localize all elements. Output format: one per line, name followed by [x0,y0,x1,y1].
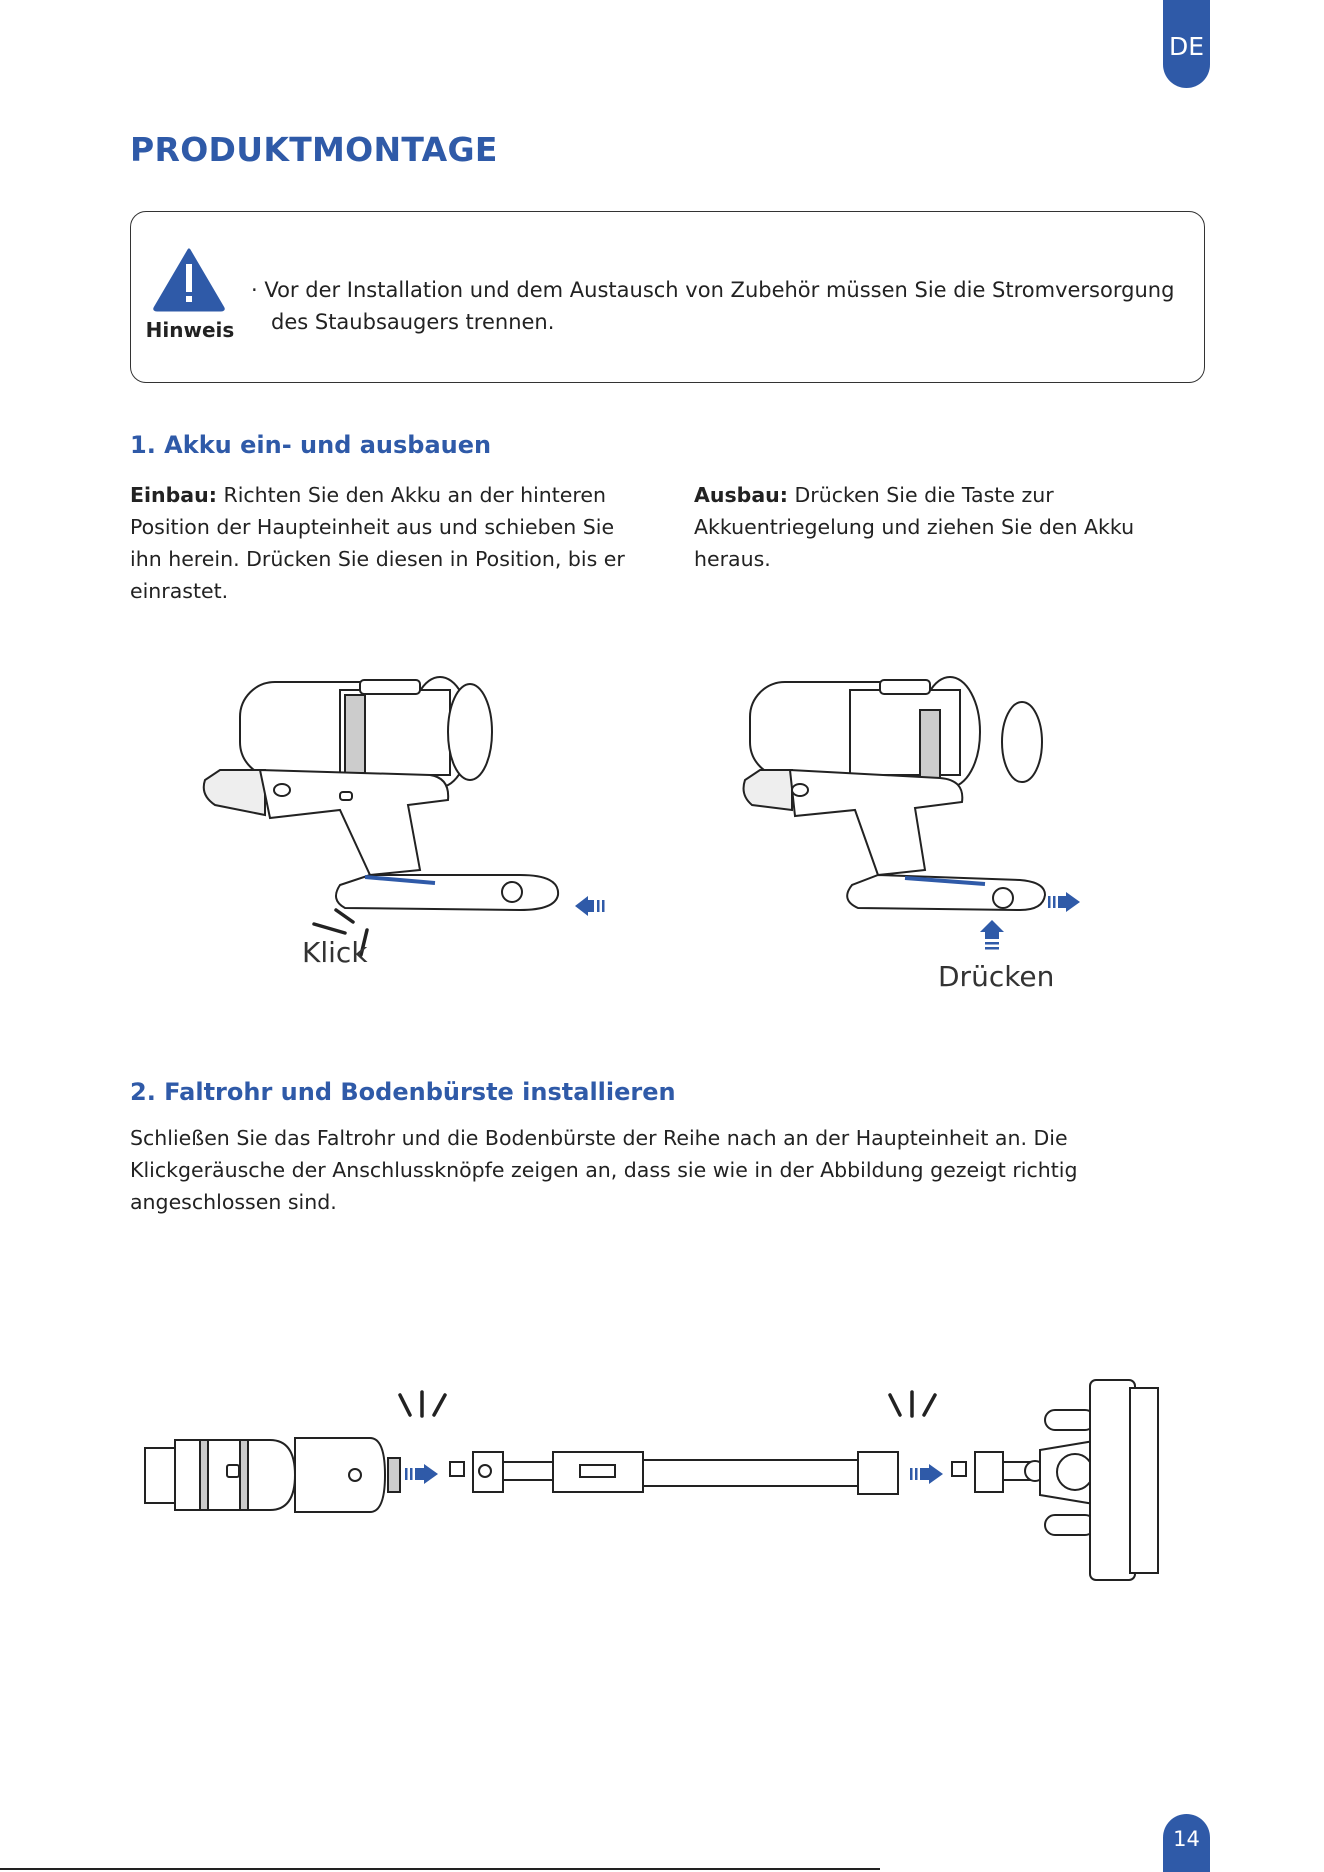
bottom-rule [0,1868,880,1870]
remove-paragraph [694,479,1154,575]
battery-install-figure [190,670,630,970]
install-paragraph [130,479,630,607]
language-tab: DE [1163,0,1210,88]
arrow-right-icon [1048,892,1080,912]
arrow-left-icon [575,896,605,916]
arrow-up-icon [980,920,1004,950]
remove-text: Drücken Sie die Taste zur Akkuentriegelung und ziehen Sie den Akku heraus. [694,483,1135,571]
install-text: Richten Sie den Akku an der hinteren Position der Haupteinheit aus und schieben Sie ihn herein. Drücken Sie diesen in Position, bis er einrastet. [130,483,625,603]
note-box [130,211,1205,383]
click-label: Klick [302,936,368,969]
remove-label: Ausbau: [694,483,788,507]
arrow-right-icon [405,1464,438,1484]
install-label: Einbau: [130,483,217,507]
warning-icon [153,246,225,312]
page-number: 14 [1163,1814,1210,1872]
battery-remove-figure [740,670,1160,970]
note-label: Hinweis [145,318,235,342]
arrow-right-icon [910,1464,943,1484]
press-label: Drücken [938,960,1055,993]
note-line-1: · Vor der Installation und dem Austausch von Zubehör müssen Sie die Stromversorgung [251,278,1175,302]
tube-assembly-figure [140,1370,1190,1610]
section2-heading: 2. Faltrohr und Bodenbürste installieren [130,1078,676,1106]
page-title: PRODUKTMONTAGE [130,130,498,169]
section2-paragraph: Schließen Sie das Faltrohr und die Bodenbürste der Reihe nach an der Haupteinheit an. Die Klickgeräusche der Anschlussknöpfe zeigen an, dass sie wie in der Abbildung gezeigt richtig angeschlossen sind. [130,1126,1078,1214]
note-line-2: des Staubsaugers trennen. [271,310,555,334]
section1-heading: 1. Akku ein- und ausbauen [130,431,492,459]
note-text [251,274,1174,338]
